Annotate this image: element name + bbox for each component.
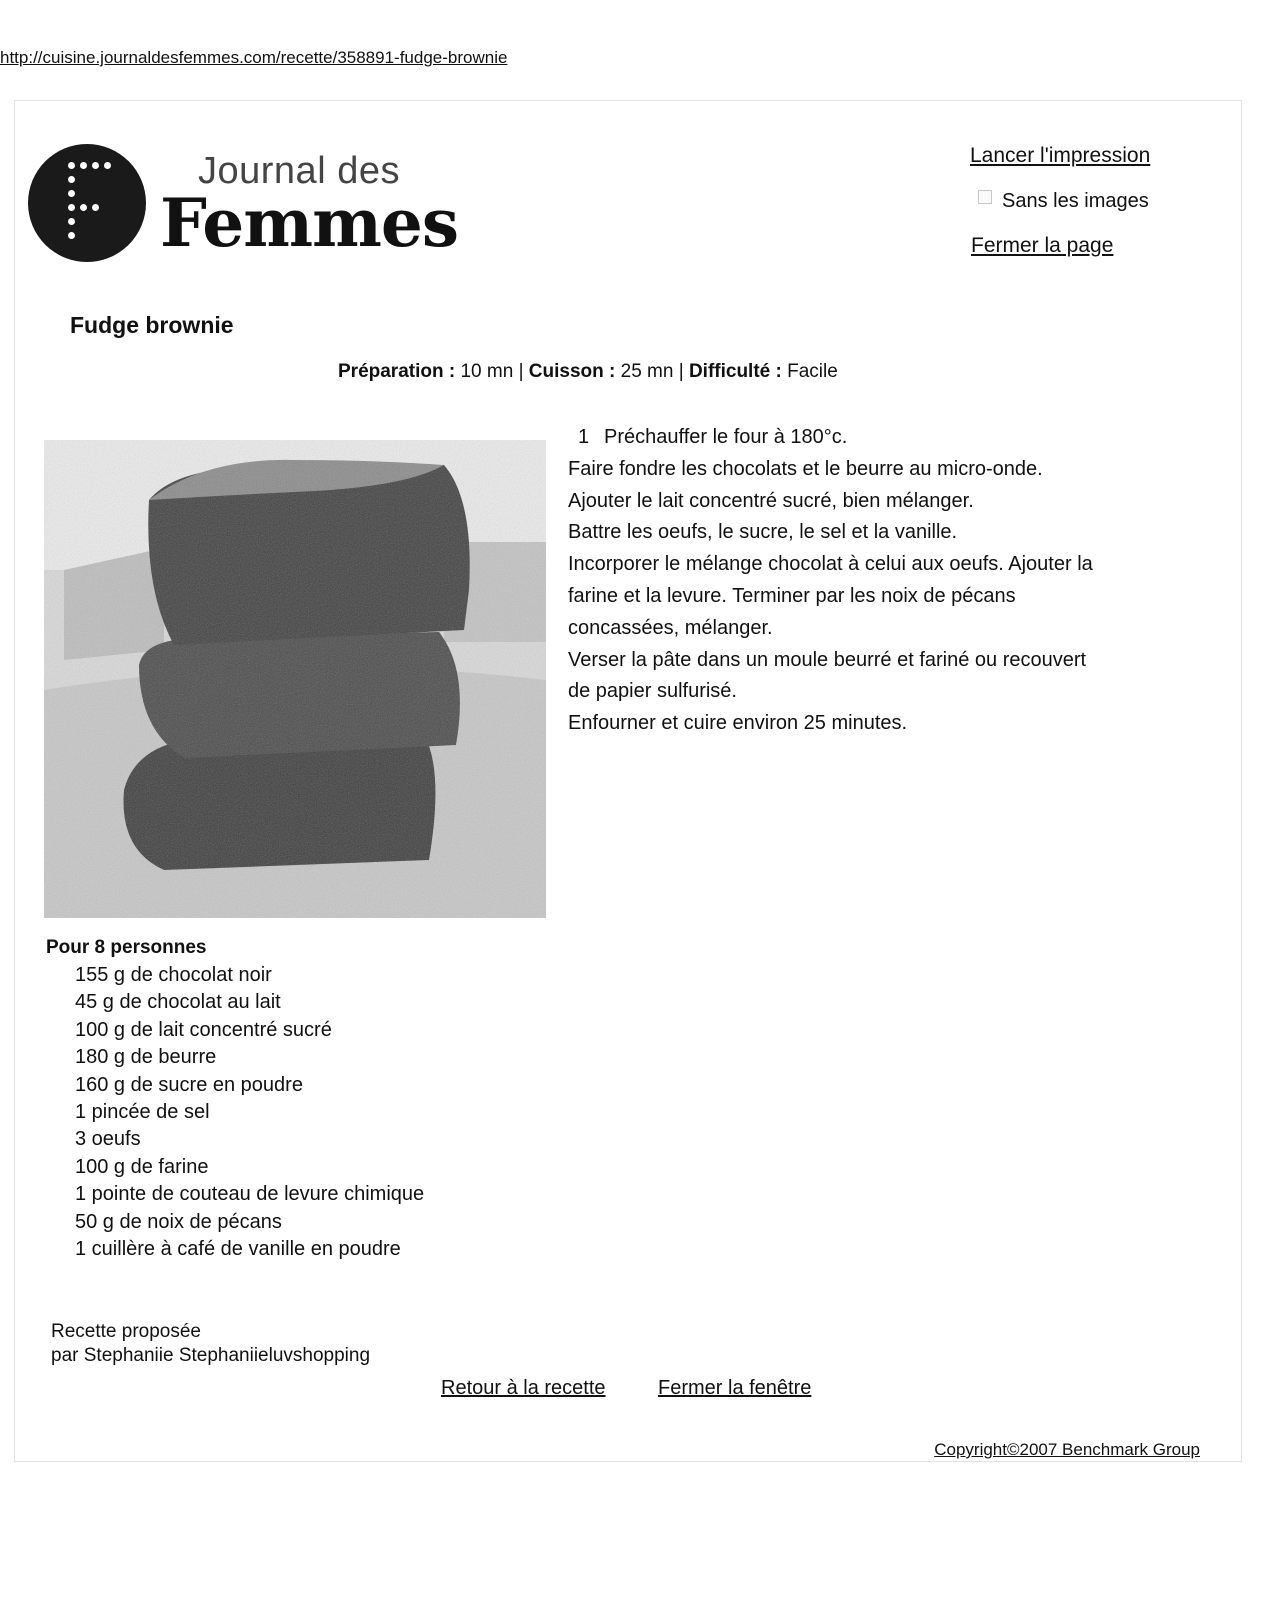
recipe-title: Fudge brownie: [70, 312, 234, 338]
ingredient-item: 155 g de chocolat noir: [75, 964, 272, 986]
difficulty-value: Facile: [787, 361, 838, 382]
print-link[interactable]: Lancer l'impression: [970, 144, 1151, 167]
recipe-meta: [338, 361, 838, 383]
step-number: 1: [578, 426, 590, 448]
recipe-steps: [568, 422, 1188, 740]
ingredient-item: 1 cuillère à café de vanille en poudre: [75, 1238, 401, 1261]
ingredient-item: 1 pointe de couteau de levure chimique: [75, 1183, 425, 1206]
ingredient-item: 100 g de farine: [75, 1155, 209, 1178]
logo-f-icon: [28, 144, 146, 262]
ingredient-item: 3 oeufs: [75, 1128, 141, 1151]
prep-value: 10 mn: [460, 361, 514, 382]
step-line: farine et la levure. Terminer par les noix de pécans: [568, 584, 1016, 607]
step-line: Verser la pâte dans un moule beurré et fariné ou recouvert: [568, 648, 1087, 671]
close-window-link[interactable]: Fermer la fenêtre: [658, 1377, 812, 1399]
difficulty-label: Difficulté :: [688, 361, 782, 382]
step-line: Ajouter le lait concentré sucré, bien mélanger.: [568, 489, 974, 512]
no-images-label: Sans les images: [1002, 190, 1149, 212]
brand-name-main: Femmes: [160, 184, 459, 262]
ingredient-item: 160 g de sucre en poudre: [75, 1073, 303, 1096]
copyright-link[interactable]: Copyright©2007 Benchmark Group: [934, 1440, 1200, 1459]
meta-separator: |: [518, 361, 524, 382]
ingredient-item: 45 g de chocolat au lait: [75, 991, 281, 1014]
step-line: Enfourner et cuire environ 25 minutes.: [568, 712, 908, 735]
recipe-photo: [44, 440, 546, 918]
step-line: concassées, mélanger.: [568, 616, 773, 639]
cook-label: Cuisson :: [528, 361, 616, 382]
step-line: 1 Préchauffer le four à 180°c.: [568, 422, 1188, 454]
ingredient-item: 100 g de lait concentré sucré: [75, 1018, 332, 1041]
brand-name-top: Journal des: [198, 150, 400, 192]
meta-separator: |: [678, 361, 684, 382]
credit-line: Recette proposée: [51, 1321, 201, 1342]
credit-author: par Stephaniie Stephaniieluvshopping: [51, 1345, 371, 1366]
ingredient-item: 50 g de noix de pécans: [75, 1210, 282, 1233]
step-line: Battre les oeufs, le sucre, le sel et la vanille.: [568, 521, 958, 544]
ingredient-item: 180 g de beurre: [75, 1046, 217, 1069]
servings: Pour 8 personnes: [46, 937, 207, 958]
page-url[interactable]: http://cuisine.journaldesfemmes.com/recette/358891-fudge-brownie: [0, 48, 508, 67]
ingredient-list: [75, 962, 424, 1263]
recipe-credit: [51, 1320, 370, 1368]
back-to-recipe-link[interactable]: Retour à la recette: [441, 1377, 606, 1399]
step-line: Faire fondre les chocolats et le beurre au micro-onde.: [568, 457, 1043, 480]
no-images-checkbox[interactable]: [978, 190, 992, 204]
close-page-link[interactable]: Fermer la page: [971, 234, 1114, 257]
step-line: de papier sulfurisé.: [568, 680, 737, 703]
step-line: Incorporer le mélange chocolat à celui aux oeufs. Ajouter la: [568, 553, 1093, 576]
cook-value: 25 mn: [620, 361, 674, 382]
prep-label: Préparation :: [338, 361, 456, 382]
ingredient-item: 1 pincée de sel: [75, 1101, 210, 1124]
